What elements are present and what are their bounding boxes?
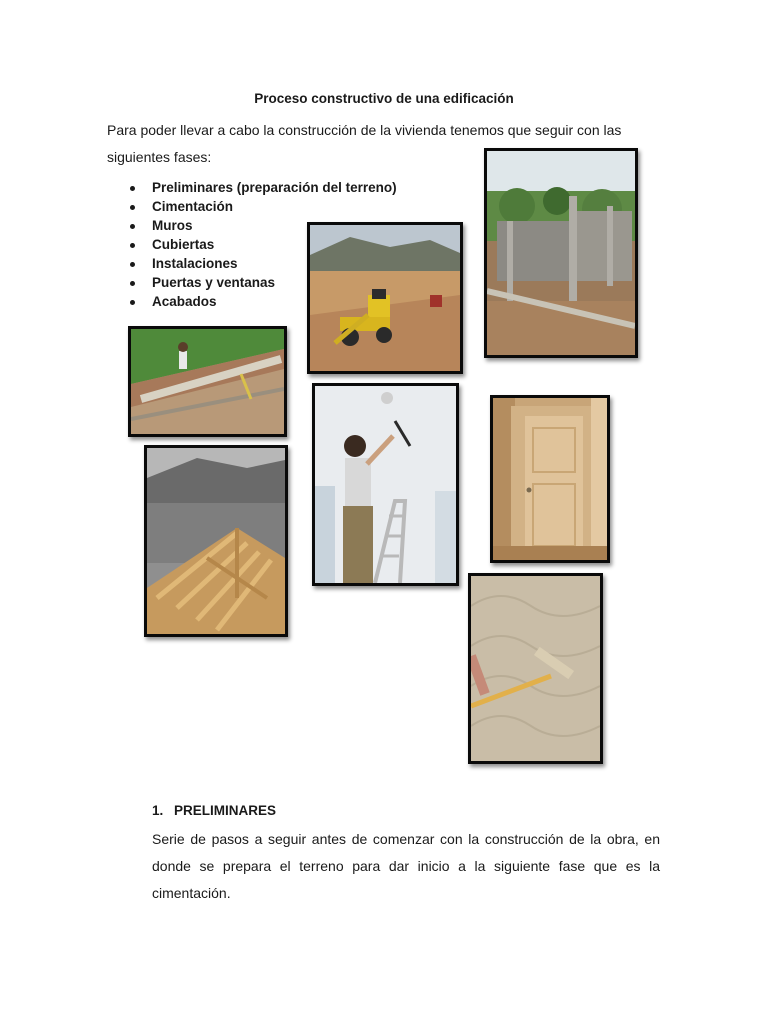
backhoe-photo: [307, 222, 463, 374]
phase-item: Instalaciones: [128, 254, 397, 273]
phase-item: Preliminares (preparación del terreno): [128, 178, 397, 197]
phase-item: Cimentación: [128, 197, 397, 216]
foundation-photo: [128, 326, 287, 437]
door-photo: [490, 395, 610, 563]
section-number: 1.: [152, 803, 164, 818]
walls-photo: [484, 148, 638, 358]
finishing-photo: [468, 573, 603, 764]
phase-item: Cubiertas: [128, 235, 397, 254]
section-title: PRELIMINARES: [174, 803, 277, 818]
section-body: Serie de pasos a seguir antes de comenzar con la construcción de la obra, en donde se prepara el terreno para dar inicio a la siguiente fase que es la cimentación.: [152, 831, 660, 901]
phase-item: Acabados: [128, 292, 397, 311]
roof-photo: [144, 445, 288, 637]
phase-item: Muros: [128, 216, 397, 235]
installation-photo: [312, 383, 459, 586]
section-heading: [152, 803, 276, 818]
document-title: Proceso constructivo de una edificación: [254, 91, 514, 106]
phase-item: Puertas y ventanas: [128, 273, 397, 292]
intro-paragraph: Para poder llevar a cabo la construcción de la vivienda tenemos que seguir con las siguientes fases:: [107, 122, 622, 165]
